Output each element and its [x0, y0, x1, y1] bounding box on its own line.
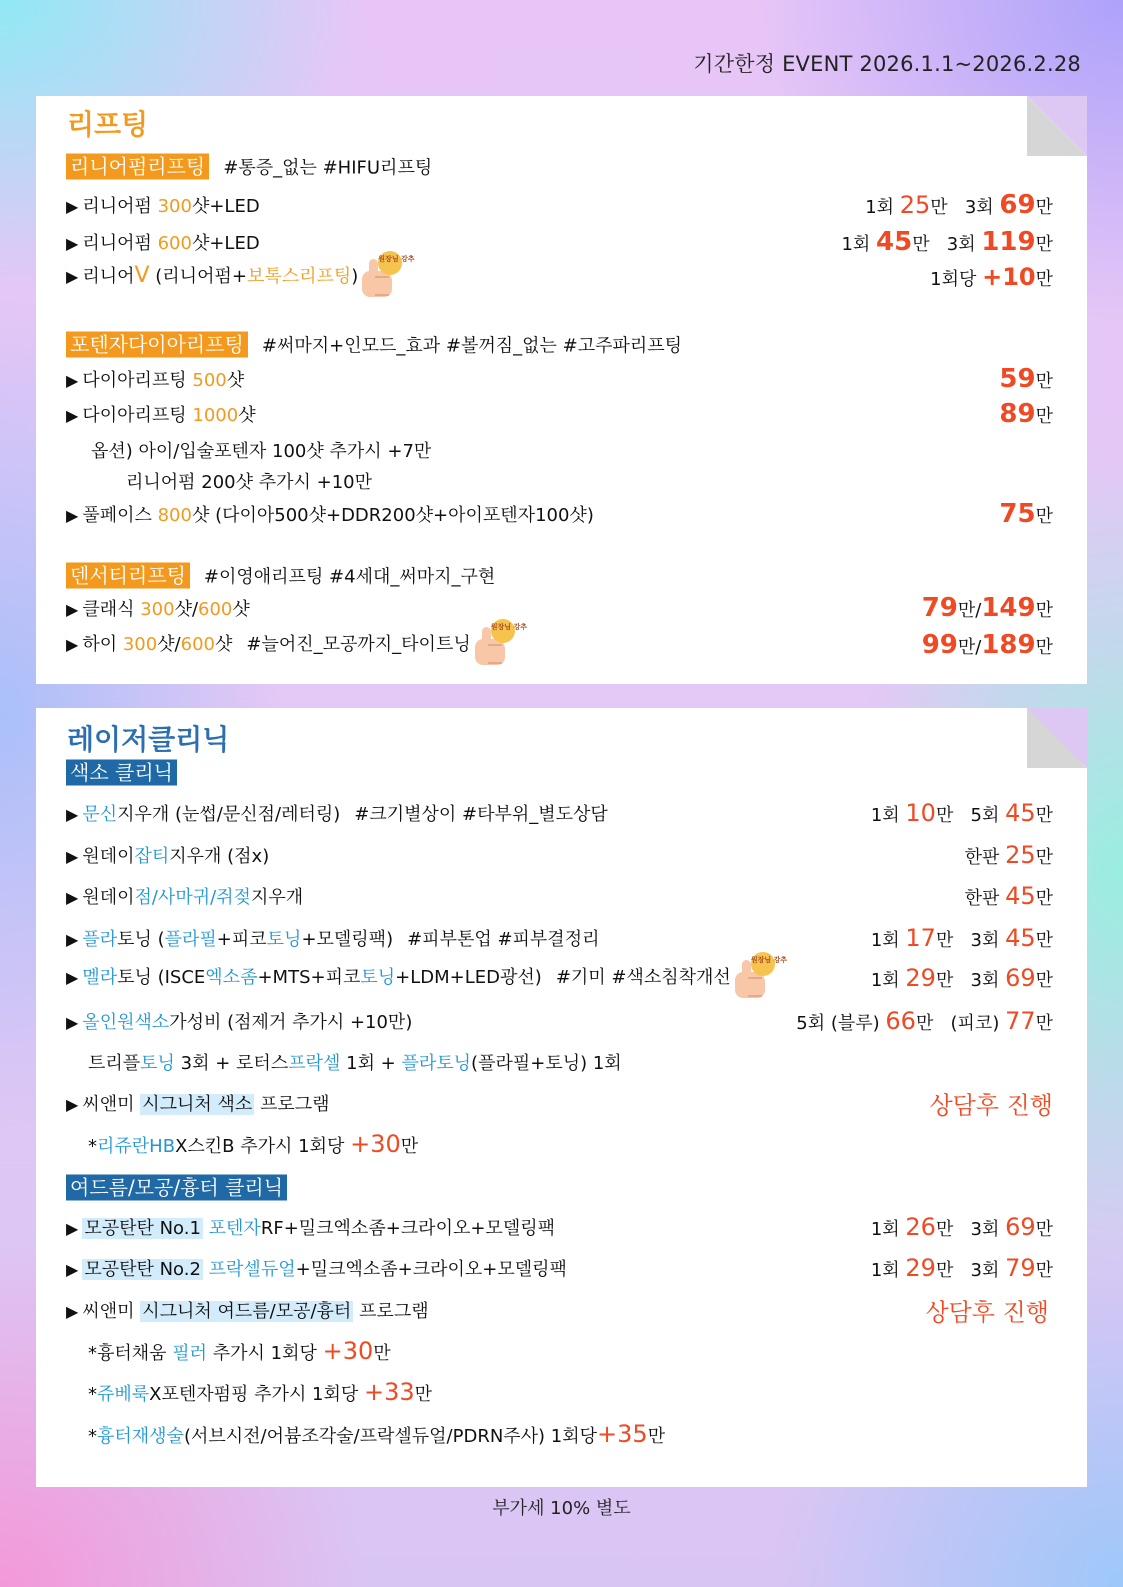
price-unit: 만: [1035, 888, 1053, 909]
item-name: 원데이: [82, 887, 135, 908]
note-highlight: 쥬베룩: [97, 1384, 150, 1405]
blemish-row: [66, 838, 1053, 872]
item-name: 모공탄탄 No.2: [84, 1259, 201, 1280]
price-value: 189: [981, 630, 1036, 660]
price-label: (피코): [950, 1013, 1006, 1034]
thumbs-up-icon: [475, 623, 527, 665]
item-highlight: 시그니처 여드름/모공/흉터: [142, 1301, 352, 1322]
juvelook-note-row: [66, 1375, 1053, 1409]
note-unit: 만: [373, 1343, 391, 1364]
bullet-icon: ▶: [66, 888, 79, 907]
item-suffix: 샷: [232, 599, 250, 620]
detail-highlight: 플라토닝: [401, 1053, 472, 1074]
linear-600-row: [66, 225, 1053, 259]
option-row-2: [66, 464, 1053, 498]
pore-2-row: [66, 1251, 1053, 1285]
filler-note-row: [66, 1334, 1053, 1368]
item-v-letter: V: [134, 263, 150, 288]
price-value: 10: [905, 799, 936, 827]
price-unit: 만: [1035, 234, 1053, 255]
tensor-hash: #써마지+인모드_효과 #볼꺼짐_없는 #고주파리프팅: [261, 335, 683, 357]
note-text: X포텐자펌핑 추가시 1회당: [149, 1384, 364, 1405]
item-name: 씨앤미: [82, 1094, 141, 1115]
mole-row: [66, 879, 1053, 913]
price-unit: 만: [1035, 805, 1053, 826]
item-suffix: 샷: [238, 405, 256, 426]
item-highlight: 토닝: [360, 967, 396, 988]
bullet-icon: ▶: [66, 1260, 79, 1279]
linear-300-row: [66, 188, 1053, 222]
item-highlight: 시그니처 색소: [142, 1094, 253, 1115]
item-name: 하이: [82, 634, 123, 655]
classic-row: [66, 591, 1053, 625]
linear-v-row: [66, 255, 1053, 294]
price-unit: 만: [935, 970, 954, 991]
bullet-icon: ▶: [66, 805, 79, 824]
price-value: 99: [921, 630, 958, 660]
item-name: 풀페이스: [82, 505, 158, 526]
item-name: +MTS+피코: [257, 967, 361, 988]
item-suffix: 프로그램: [254, 1094, 330, 1115]
price-label: 5회 (블루): [796, 1013, 886, 1034]
high-row: [66, 623, 1053, 662]
price-label: 3회: [970, 930, 1006, 951]
item-hash: #늘어진_모공까지_타이트닝: [246, 634, 471, 655]
price-unit: 만: [915, 1013, 934, 1034]
price-label: 5회: [970, 805, 1006, 826]
option-text: 옵션) 아이/입술포텐자 100샷 추가시 +7만: [91, 441, 432, 462]
price-value: 119: [981, 227, 1036, 257]
item-shots: 600: [180, 634, 215, 655]
tensor-header: [66, 326, 1053, 360]
pore-tag: 여드름/모공/흉터 클리닉: [66, 1175, 287, 1201]
detail-text: 트리플: [88, 1053, 141, 1074]
note-highlight: 필러: [172, 1343, 208, 1364]
bullet-icon: ▶: [66, 600, 79, 619]
note-text: *: [88, 1136, 97, 1157]
price-unit: 만: [1035, 970, 1053, 991]
price-value: 66: [885, 1007, 916, 1035]
price-value: 29: [905, 1254, 936, 1282]
bullet-icon: ▶: [66, 1302, 79, 1321]
price-value: 59: [999, 364, 1036, 394]
item-highlight: 포텐자: [208, 1218, 261, 1239]
thumbs-up-icon: [735, 956, 788, 998]
bullet-icon: ▶: [66, 197, 79, 216]
price-value: 89: [999, 399, 1036, 429]
item-name: 가성비 (점제거 추가시 +10만): [169, 1012, 413, 1033]
price-unit: 만: [935, 1219, 954, 1240]
item-shots: 300: [122, 634, 158, 655]
price-label: 한판: [964, 847, 1006, 868]
detail-text: 3회 + 로터스: [174, 1053, 289, 1074]
price-label: 3회: [946, 234, 982, 255]
item-shots: 600: [157, 233, 192, 254]
note-text: *: [88, 1384, 97, 1405]
note-text: 추가시 1회당: [207, 1343, 323, 1364]
price-unit: 만: [1035, 637, 1053, 658]
price-value: 25: [1005, 841, 1036, 869]
full-face-row: [66, 497, 1053, 531]
item-name: 씨앤미: [82, 1301, 141, 1322]
price-unit: 만: [935, 930, 954, 951]
rejuran-row: [66, 1127, 1053, 1161]
lifting-card: [36, 96, 1087, 684]
price-unit: 만: [1035, 1013, 1053, 1034]
signature-pore-row: [66, 1293, 1053, 1327]
item-suffix: 샷+LED: [191, 233, 260, 254]
pore-1-row: [66, 1210, 1053, 1244]
item-shots: 800: [157, 505, 192, 526]
price-value: 26: [905, 1213, 936, 1241]
price-value: 69: [1005, 1213, 1036, 1241]
note-text: *: [88, 1426, 97, 1447]
bullet-icon: ▶: [66, 371, 79, 390]
price-unit: 만: [1035, 371, 1053, 392]
event-period: 기간한정 EVENT 2026.1.1~2026.2.28: [693, 52, 1081, 76]
option-row-1: [66, 433, 1053, 467]
price-label: 1회: [865, 197, 900, 218]
density-hash: #이영애리프팅 #4세대_써마지_구현: [203, 566, 496, 588]
price-label: 한판: [964, 888, 1006, 909]
detail-highlight: 프락셀: [288, 1053, 341, 1074]
bullet-icon: ▶: [66, 506, 79, 525]
linear-tag: 리니어펌리프팅: [66, 154, 209, 180]
item-highlight: 플라: [82, 929, 118, 950]
price-value: +10: [982, 263, 1036, 291]
tensor-tag: 포텐자다이아리프팅: [66, 332, 248, 358]
detail-highlight: 토닝: [140, 1053, 175, 1074]
item-hash: #기미 #색소침착개선: [555, 967, 731, 988]
price-label: 1회: [870, 805, 906, 826]
item-name: 토닝 (ISCE: [117, 967, 206, 988]
note-price: +30: [322, 1337, 374, 1365]
price-label: 3회: [970, 970, 1006, 991]
note-price: +33: [364, 1378, 415, 1406]
consult-text: 상담후 진행: [925, 1298, 1049, 1327]
price-unit: 만: [935, 805, 954, 826]
price-value: 75: [999, 499, 1036, 529]
item-shots: 300: [157, 196, 192, 217]
price-value: 79: [921, 593, 958, 623]
pla-toning-row: [66, 921, 1053, 955]
item-suffix: RF+밀크엑소좀+크라이오+모델링팩: [260, 1218, 555, 1239]
linear-hash: #통증_없는 #HIFU리프팅: [223, 157, 433, 179]
price-label: 3회: [970, 1219, 1006, 1240]
item-highlight: 보톡스리프팅: [246, 266, 352, 287]
price-value: 77: [1005, 1007, 1036, 1035]
price-unit: 만: [1035, 197, 1053, 218]
allinone-row: [66, 1004, 1053, 1038]
item-suffix: 샷+LED: [191, 196, 260, 217]
price-value: 45: [1005, 924, 1036, 952]
scar-note-row: [66, 1417, 1053, 1451]
note-price: +35: [597, 1420, 648, 1448]
pigment-header: [66, 754, 1053, 788]
signature-pigment-row: [66, 1086, 1053, 1120]
tattoo-row: [66, 796, 1053, 830]
price-value: 17: [905, 924, 936, 952]
linear-header: [66, 148, 1053, 182]
price-unit: 만: [1035, 406, 1053, 427]
bullet-icon: ▶: [66, 267, 79, 286]
bullet-icon: ▶: [66, 1219, 79, 1238]
mela-toning-row: [66, 956, 1053, 995]
price-unit: 만: [1035, 930, 1053, 951]
lifting-title: 리프팅: [67, 108, 149, 141]
allinone-detail-row: [66, 1045, 1053, 1079]
item-shots: 300: [140, 599, 175, 620]
detail-text: (플라필+토닝) 1회: [471, 1053, 622, 1074]
diamond-500-row: [66, 362, 1053, 396]
item-name: 클래식: [82, 599, 141, 620]
item-suffix: +밀크엑소좀+크라이오+모델링팩: [295, 1259, 567, 1280]
item-name: 리니어펌: [82, 233, 158, 254]
bullet-icon: ▶: [66, 635, 79, 654]
note-text: (서브시전/어븀조각술/프락셀듀얼/PDRN주사) 1회당: [183, 1426, 598, 1447]
bullet-icon: ▶: [66, 1095, 79, 1114]
price-unit: 만: [1035, 269, 1053, 290]
item-hash: #크기별상이 #타부위_별도상담: [354, 804, 608, 825]
note-highlight: 흉터재생술: [97, 1426, 184, 1447]
item-highlight: 프락셀듀얼: [208, 1259, 296, 1280]
item-mid: (리니어펌+: [149, 266, 247, 287]
pore-header: [66, 1169, 1053, 1203]
price-value: 69: [999, 190, 1036, 220]
price-value: 79: [1005, 1254, 1036, 1282]
price-value: 45: [1005, 799, 1036, 827]
vat-note: 부가세 10% 별도: [492, 1498, 631, 1519]
diamond-1000-row: [66, 397, 1053, 431]
bullet-icon: ▶: [66, 234, 79, 253]
item-suffix: +모델링팩): [301, 929, 394, 950]
item-name: 원데이: [82, 846, 135, 867]
item-hash: #피부톤업 #피부결정리: [407, 929, 600, 950]
item-highlight: 엑소좀: [205, 967, 258, 988]
note-highlight: 리쥬란HB: [97, 1136, 176, 1157]
item-highlight: 토닝: [266, 929, 302, 950]
price-unit: 만: [1035, 847, 1053, 868]
thumbs-up-icon: [362, 255, 415, 297]
price-sep: 만/: [957, 637, 982, 658]
price-value: 149: [981, 593, 1036, 623]
recommend-badge: 원장님 강추: [378, 251, 402, 275]
laser-card: [36, 708, 1087, 1487]
price-unit: 만: [1035, 1260, 1053, 1281]
item-suffix: 지우개: [250, 887, 304, 908]
bullet-icon: ▶: [66, 930, 79, 949]
item-name: 리니어: [82, 266, 135, 287]
note-unit: 만: [414, 1384, 433, 1405]
item-suffix: 프로그램: [353, 1301, 429, 1322]
item-highlight: 문신: [82, 804, 118, 825]
price-value: 29: [905, 964, 936, 992]
note-text: X스킨B 추가시 1회당: [175, 1136, 351, 1157]
item-shots: 1000: [192, 405, 239, 426]
price-label: 3회: [970, 1260, 1006, 1281]
item-name: 모공탄탄 No.1: [84, 1218, 201, 1239]
item-highlight: 플라필: [164, 929, 217, 950]
price-label: 1회: [870, 970, 906, 991]
item-suffix: 샷: [226, 370, 245, 391]
item-highlight: 잡티: [134, 846, 170, 867]
price-unit: 만: [912, 234, 930, 255]
item-sep: 샷/: [157, 634, 181, 655]
item-suffix: 지우개 (점x): [169, 846, 270, 867]
note-price: +30: [350, 1130, 401, 1158]
item-name: 다이아리프팅: [82, 370, 193, 391]
note-unit: 만: [400, 1136, 419, 1157]
bullet-icon: ▶: [66, 406, 79, 425]
item-name: 토닝 (: [117, 929, 165, 950]
item-suffix: 샷 (다이아500샷+DDR200샷+아이포텐자100샷): [191, 505, 594, 526]
bullet-icon: ▶: [66, 1013, 79, 1032]
item-name: 지우개 (눈썹/문신점/레터링): [117, 804, 341, 825]
density-header: [66, 557, 1053, 591]
price-value: 45: [876, 227, 913, 257]
item-sep: 샷/: [174, 599, 199, 620]
note-text: *흉터채움: [88, 1343, 173, 1364]
price-value: 25: [899, 191, 931, 219]
recommend-badge: 원장님 강추: [751, 952, 775, 976]
price-label: 1회: [870, 1260, 906, 1281]
price-value: 69: [1005, 964, 1036, 992]
recommend-badge: 원장님 강추: [491, 619, 515, 643]
note-unit: 만: [647, 1426, 666, 1447]
item-shots: 500: [192, 370, 227, 391]
item-suffix: +LDM+LED광선): [395, 967, 542, 988]
price-unit: 만: [1035, 1219, 1053, 1240]
bullet-icon: ▶: [66, 968, 79, 987]
price-value: 45: [1005, 882, 1036, 910]
item-highlight: 점/사마귀/쥐젖: [134, 887, 251, 908]
item-suffix: 샷: [214, 634, 233, 655]
laser-title: 레이저클리닉: [67, 723, 230, 756]
item-name: 다이아리프팅: [82, 405, 193, 426]
density-tag: 덴서티리프팅: [66, 563, 190, 589]
item-highlight: 멜라: [82, 967, 118, 988]
pigment-tag: 색소 클리닉: [66, 760, 177, 786]
price-unit: 만: [1035, 506, 1053, 527]
price-unit: 만: [1035, 600, 1053, 621]
price-sep: 만/: [957, 600, 982, 621]
price-label: 1회: [870, 1219, 906, 1240]
consult-text: 상담후 진행: [929, 1091, 1053, 1120]
price-label: 1회당: [930, 269, 983, 290]
price-unit: 만: [930, 197, 948, 218]
bullet-icon: ▶: [66, 847, 79, 866]
option-text: 리니어펌 200샷 추가시 +10만: [126, 472, 372, 493]
item-name: 리니어펌: [82, 196, 158, 217]
price-label: 1회: [870, 930, 906, 951]
price-label: 3회: [964, 197, 1000, 218]
item-suffix: ): [351, 266, 359, 287]
item-shots: 600: [198, 599, 233, 620]
item-highlight: 올인원색소: [82, 1012, 170, 1033]
price-label: 1회: [841, 234, 877, 255]
price-unit: 만: [935, 1260, 954, 1281]
detail-text: 1회 +: [340, 1053, 402, 1074]
item-name: +피코: [216, 929, 267, 950]
